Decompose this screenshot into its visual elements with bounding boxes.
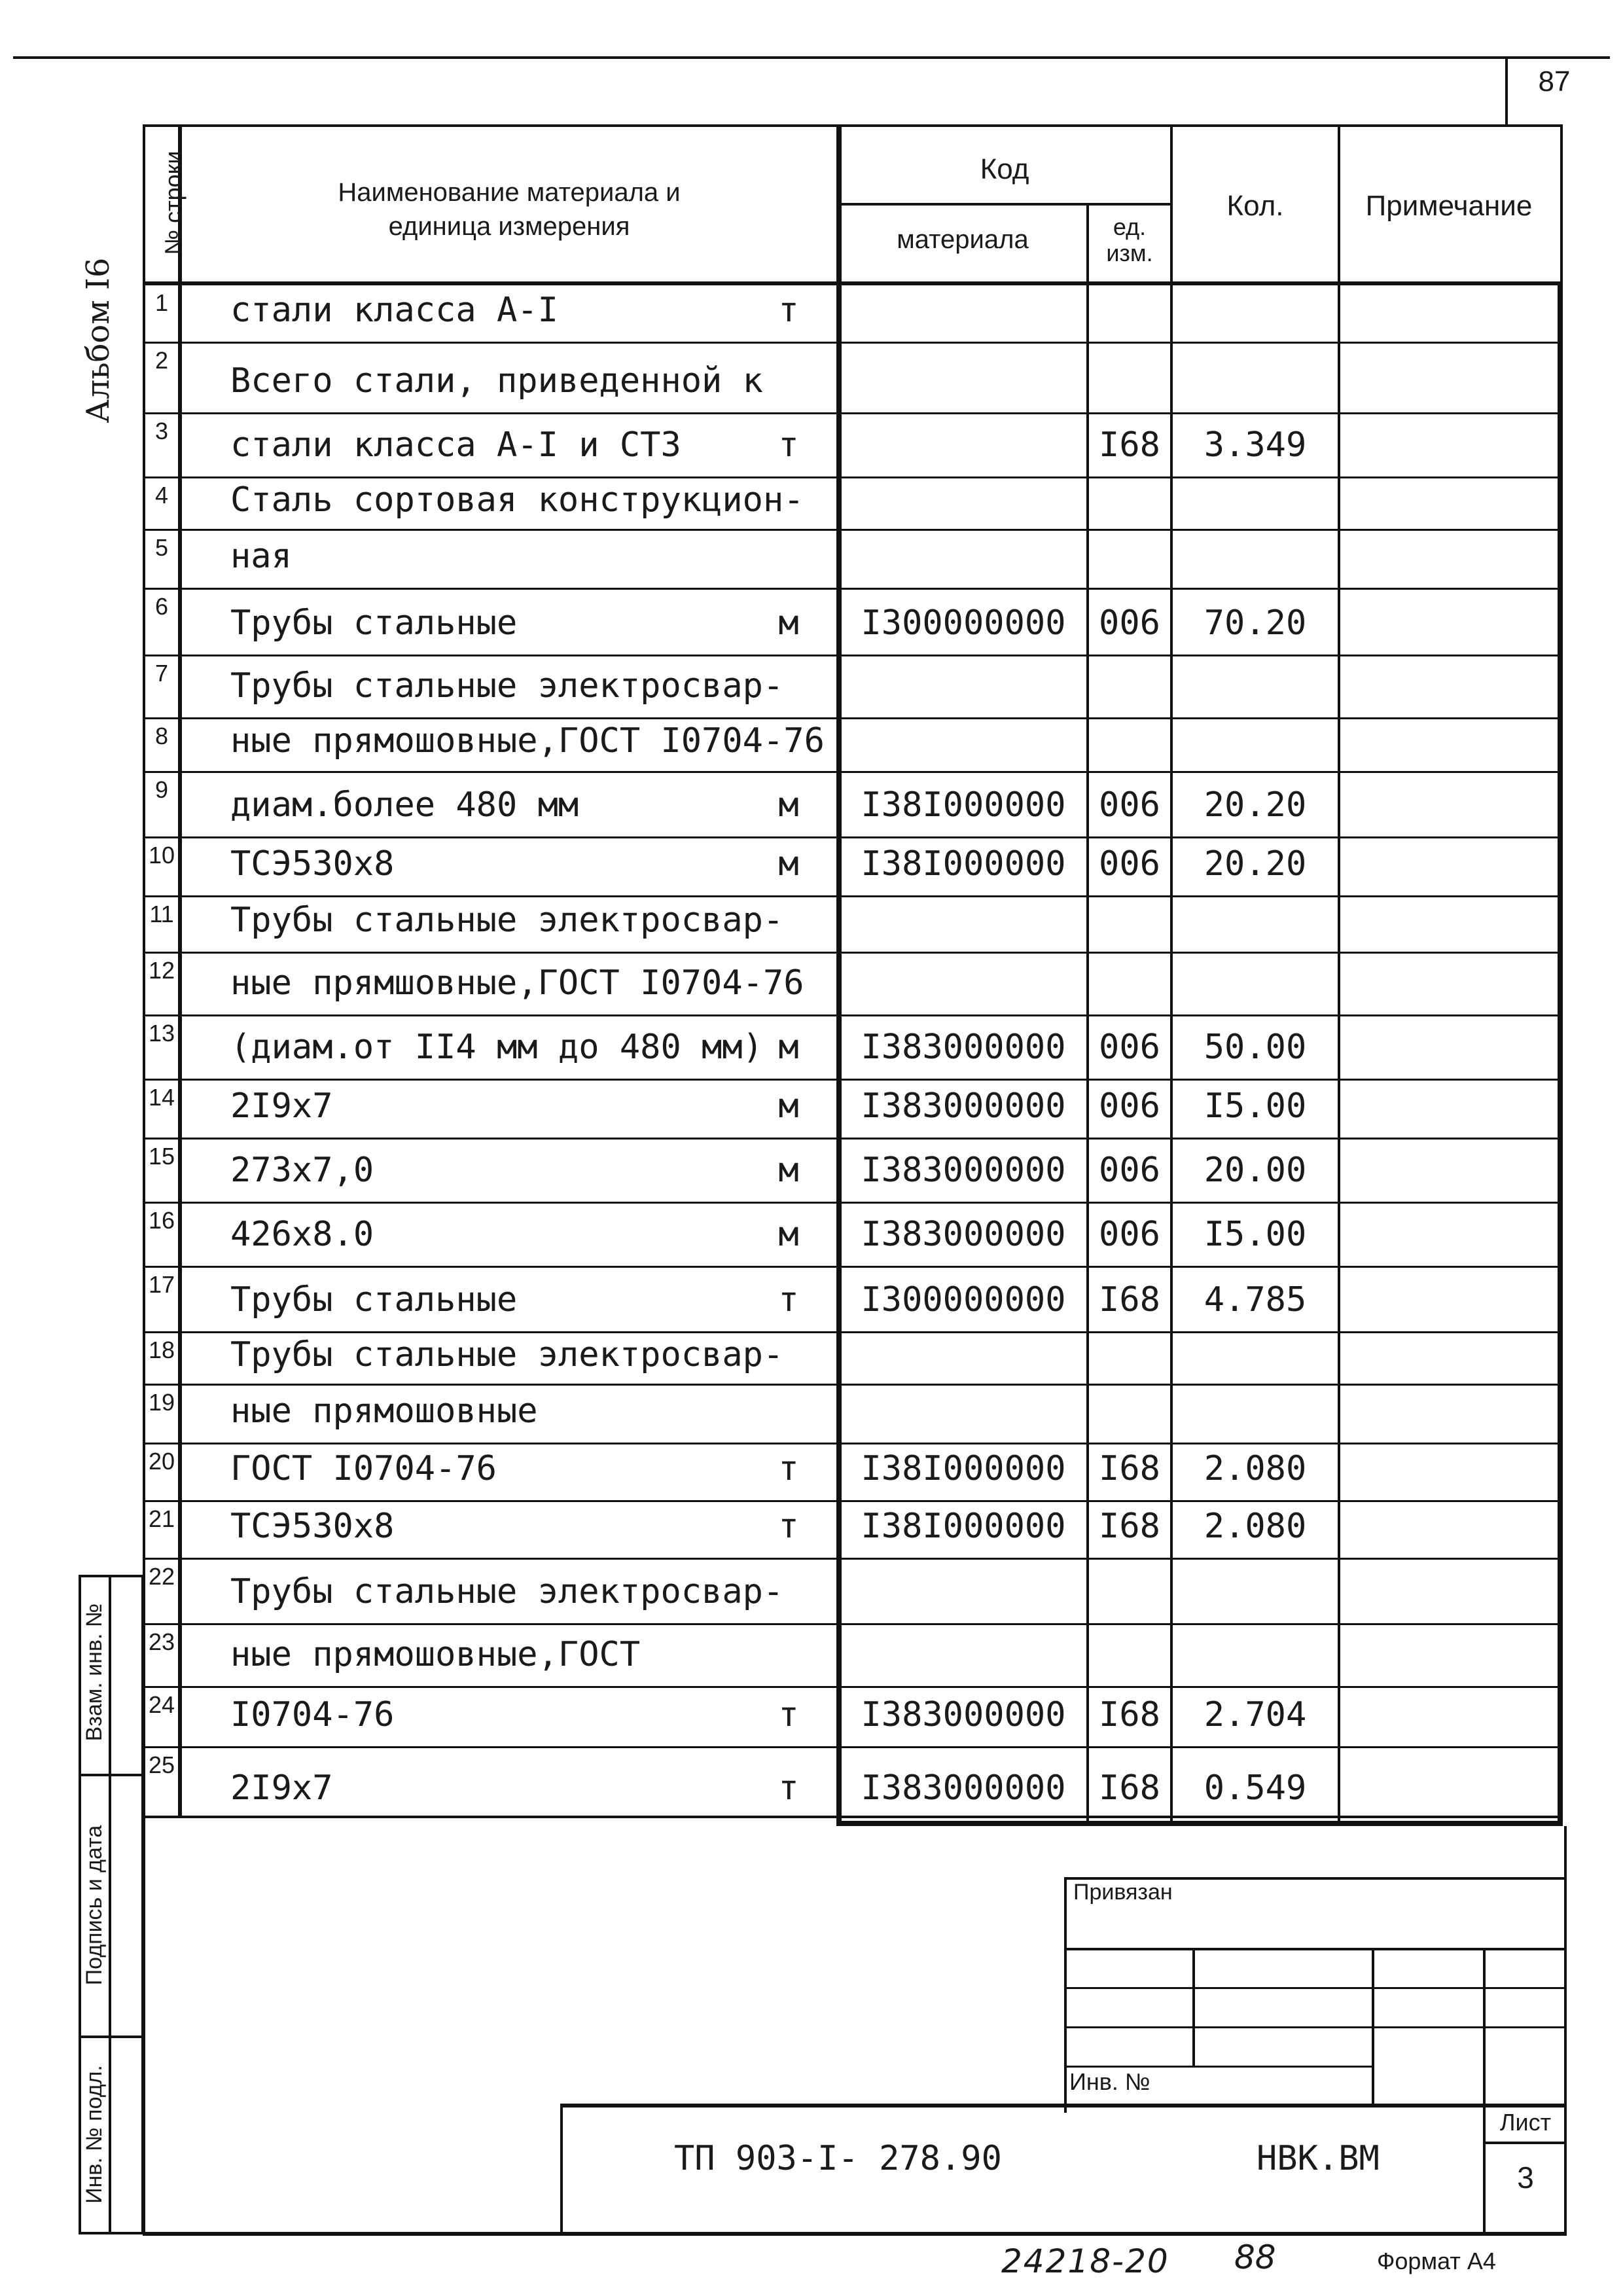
row-number: 17 [148, 1271, 175, 1298]
table-bottom-line [836, 1821, 1563, 1826]
cell-unit: м [778, 1086, 799, 1126]
side-vzam-inv: Взам. инв. № [82, 1603, 107, 1742]
cell-code: I383000000 [861, 1695, 1066, 1734]
cell-unit: м [778, 1028, 799, 1067]
cell-ed: I68 [1099, 1768, 1160, 1808]
table-row [0, 1333, 1623, 1385]
cell-ed: I68 [1099, 1695, 1160, 1734]
handwritten-number: 24218-20 [1001, 2242, 1169, 2280]
row-number: 5 [154, 534, 169, 561]
cell-qty: 4.785 [1204, 1280, 1307, 1319]
cell-name: 273х7,0 [230, 1151, 374, 1190]
table-row [0, 1748, 1623, 1821]
row-number: 21 [148, 1505, 175, 1532]
row-number: 3 [154, 418, 169, 444]
sheet-number: 3 [1517, 2161, 1534, 2195]
side-podpis-data: Подпись и дата [82, 1825, 107, 1986]
cell-qty: 0.549 [1204, 1768, 1307, 1808]
cell-unit: м [778, 785, 799, 825]
cell-ed: I68 [1099, 1507, 1160, 1546]
cell-name: ТСЭ530х8 [230, 1507, 395, 1546]
table-row [0, 1267, 1623, 1333]
cell-code: I300000000 [861, 603, 1066, 643]
cell-ed: 006 [1099, 603, 1160, 643]
format-label: Формат А4 [1377, 2248, 1496, 2274]
cell-code: I383000000 [861, 1215, 1066, 1254]
cell-name: стали класса А-I и СТ3 [230, 425, 681, 465]
header-name-line1: Наименование материала и [338, 178, 681, 207]
row-number: 2 [154, 347, 169, 374]
sheet-label: Лист [1499, 2109, 1552, 2136]
cell-ed: 006 [1099, 1028, 1160, 1067]
handwritten-page: 88 [1234, 2238, 1276, 2276]
header-name-line2: единица измерения [388, 212, 630, 241]
cell-name: стали класса А-I [230, 291, 558, 330]
cell-code: I383000000 [861, 1086, 1066, 1126]
row-number: 20 [148, 1448, 175, 1475]
privyazan-line-1 [1064, 1948, 1565, 1950]
album-label: Альбом I6 [80, 257, 116, 423]
header-qty: Кол. [1226, 190, 1284, 222]
table-row [0, 285, 1623, 343]
cell-name: Всего стали, приведенной к [230, 361, 763, 401]
cell-qty: I5.00 [1204, 1086, 1307, 1126]
table-row [0, 1501, 1623, 1559]
inv-no-label: Инв. № [1069, 2068, 1150, 2095]
row-number: 18 [148, 1336, 175, 1363]
cell-ed: 006 [1099, 1151, 1160, 1190]
table-row [0, 1203, 1623, 1267]
cell-name: ная [230, 537, 292, 576]
table-row [0, 1624, 1623, 1687]
cell-name: Трубы стальные [230, 1280, 518, 1319]
cell-name: ГОСТ I0704-76 [230, 1449, 497, 1488]
privyazan-vert-1 [1192, 1948, 1195, 2066]
cell-name: Трубы стальные электросвар- [230, 1335, 784, 1374]
table-row [0, 1139, 1623, 1203]
cell-unit: т [778, 1768, 799, 1808]
cell-code: I383000000 [861, 1028, 1066, 1067]
frame-bottom [143, 2232, 1567, 2236]
section-code: НВК.ВМ [1257, 2139, 1380, 2178]
cell-unit: т [778, 1507, 799, 1546]
row-number: 13 [148, 1020, 175, 1047]
table-row [0, 530, 1623, 589]
row-number: 8 [154, 723, 169, 749]
table-row [0, 656, 1623, 719]
cell-qty: 20.20 [1204, 844, 1307, 884]
row-number: 19 [148, 1389, 175, 1416]
header-code-unit-2: изм. [1106, 240, 1153, 266]
cell-name: Трубы стальные [230, 603, 518, 643]
cell-ed: I68 [1099, 425, 1160, 465]
cell-unit: т [778, 1280, 799, 1319]
cell-qty: 2.080 [1204, 1507, 1307, 1546]
cell-name: 426х8.0 [230, 1215, 374, 1254]
header-code: Код [980, 153, 1029, 185]
table-row [0, 772, 1623, 838]
table-row [0, 1444, 1623, 1501]
cell-unit: м [778, 844, 799, 884]
cell-qty: 2.704 [1204, 1695, 1307, 1734]
row-number: 7 [154, 660, 169, 687]
cell-name: Трубы стальные электросвар- [230, 1572, 784, 1611]
code-block-top [560, 2104, 1565, 2108]
privyazan-line-2 [1064, 1987, 1565, 1989]
table-row [0, 1385, 1623, 1444]
cell-code: I38I000000 [861, 1507, 1066, 1546]
header-row-no: № строки [160, 151, 187, 255]
table-row [0, 343, 1623, 414]
page-number: 87 [1538, 65, 1571, 98]
cell-code: I383000000 [861, 1151, 1066, 1190]
cell-code: I383000000 [861, 1768, 1066, 1808]
table-row [0, 1559, 1623, 1624]
document-code: ТП 903-I- 278.90 [674, 2139, 1002, 2178]
privyazan-label: Привязан [1073, 1880, 1173, 1905]
row-number: 15 [148, 1143, 175, 1170]
header-code-unit-1: ед. [1113, 213, 1147, 240]
cell-name: Трубы стальные электросвар- [230, 901, 784, 940]
row-number: 24 [148, 1691, 175, 1718]
table-row [0, 719, 1623, 772]
cell-name: 2I9х7 [230, 1086, 333, 1126]
header-code-split [836, 203, 1173, 206]
cell-name: Сталь сортовая конструкцион- [230, 480, 804, 520]
row-number: 1 [154, 289, 169, 316]
cell-ed: 006 [1099, 1215, 1160, 1254]
row-number: 16 [148, 1207, 175, 1234]
side-inv-podl: Инв. № подл. [82, 2065, 107, 2204]
cell-name: ные прямошовные,ГОСТ I0704-76 [230, 721, 825, 761]
row-number: 23 [148, 1628, 175, 1655]
cell-qty: 3.349 [1204, 425, 1307, 465]
row-number: 4 [154, 482, 169, 509]
table-row [0, 589, 1623, 656]
cell-ed: I68 [1099, 1280, 1160, 1319]
cell-qty: 50.00 [1204, 1028, 1307, 1067]
cell-unit: т [778, 1695, 799, 1734]
cell-name: ТСЭ530х8 [230, 844, 395, 884]
row-number: 11 [149, 901, 174, 927]
cell-code: I300000000 [861, 1280, 1066, 1319]
cell-unit: т [778, 1449, 799, 1488]
privyazan-line-3 [1064, 2026, 1565, 2028]
row-number: 9 [154, 776, 169, 803]
cell-code: I38I000000 [861, 785, 1066, 825]
table-row [0, 838, 1623, 897]
cell-unit: м [778, 1215, 799, 1254]
cell-qty: 2.080 [1204, 1449, 1307, 1488]
page-number-box-divider [1505, 56, 1508, 126]
cell-unit: м [778, 603, 799, 643]
cell-name: ные прямшовные,ГОСТ I0704-76 [230, 963, 804, 1003]
row-number: 22 [148, 1563, 175, 1590]
cell-unit: т [778, 425, 799, 465]
header-note: Примечание [1365, 190, 1533, 222]
cell-name: ные прямошовные [230, 1391, 538, 1431]
row-number: 10 [148, 842, 175, 869]
row-number: 6 [154, 593, 169, 620]
table-row [0, 1016, 1623, 1080]
privyazan-vert-3 [1483, 1948, 1486, 2105]
cell-ed: I68 [1099, 1449, 1160, 1488]
cell-ed: 006 [1099, 844, 1160, 884]
cell-name: (диам.от II4 мм до 480 мм) [230, 1028, 763, 1067]
privyazan-left [1064, 1877, 1067, 2113]
cell-name: 2I9х7 [230, 1768, 333, 1808]
cell-ed: 006 [1099, 1086, 1160, 1126]
cell-ed: 006 [1099, 785, 1160, 825]
row-number: 14 [148, 1084, 175, 1111]
cell-code: I38I000000 [861, 844, 1066, 884]
cell-qty: 20.20 [1204, 785, 1307, 825]
table-row [0, 1687, 1623, 1748]
cell-name: I0704-76 [230, 1695, 395, 1734]
privyazan-line-4 [1064, 2066, 1374, 2068]
cell-code: I38I000000 [861, 1449, 1066, 1488]
table-row [0, 414, 1623, 478]
sheet-box-split [1483, 2142, 1565, 2144]
table-row [0, 478, 1623, 530]
header-code-material: материала [897, 225, 1029, 254]
table-row [0, 953, 1623, 1016]
table-row [0, 1080, 1623, 1139]
cell-qty: 20.00 [1204, 1151, 1307, 1190]
cell-name: ные прямошовные,ГОСТ [230, 1635, 641, 1674]
code-block-left [560, 2104, 563, 2234]
row-number: 12 [148, 957, 175, 984]
cell-unit: м [778, 1151, 799, 1190]
cell-qty: I5.00 [1204, 1215, 1307, 1254]
top-border-line [13, 56, 1610, 59]
cell-name: Трубы стальные электросвар- [230, 666, 784, 706]
cell-name: диам.более 480 мм [230, 785, 579, 825]
cell-unit: т [778, 291, 799, 330]
privyazan-vert-2 [1372, 1948, 1374, 2105]
frame-left-bottom [143, 1818, 145, 2234]
cell-qty: 70.20 [1204, 603, 1307, 643]
row-number: 25 [148, 1751, 175, 1778]
table-row [0, 897, 1623, 953]
